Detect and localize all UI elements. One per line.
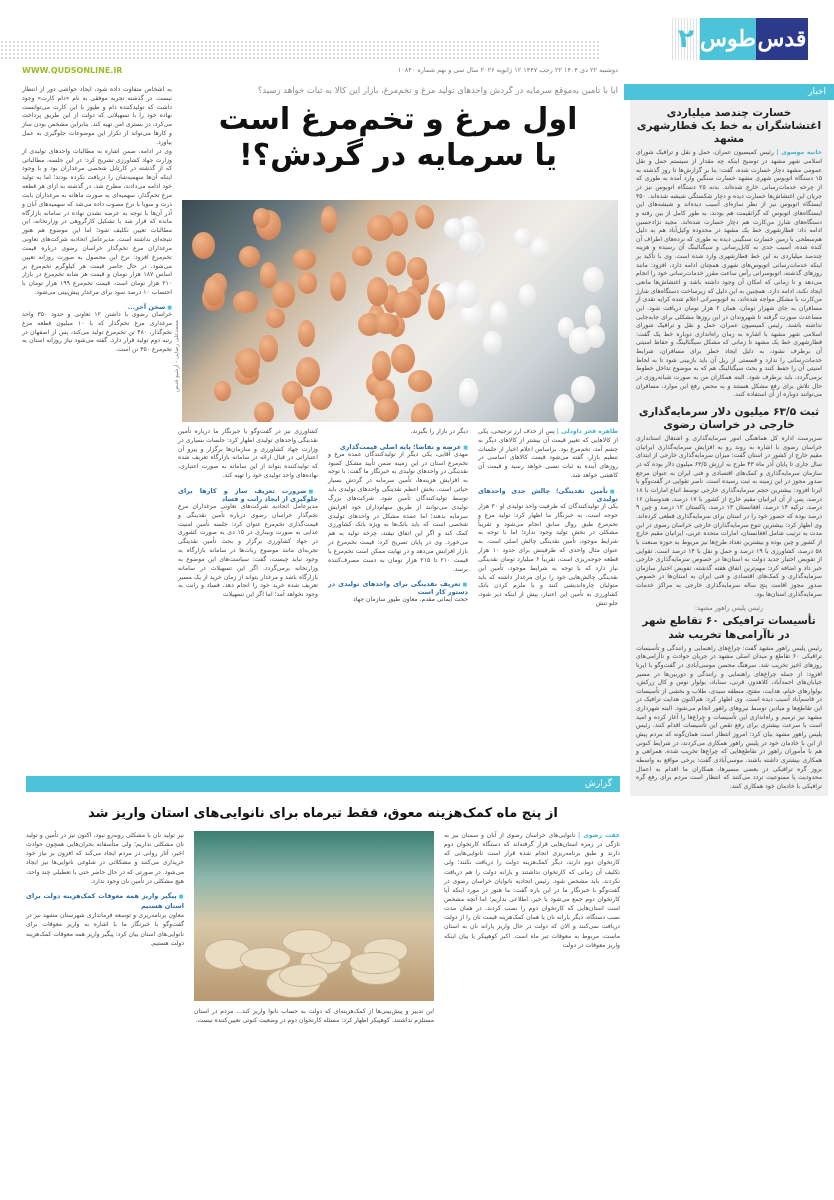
news-column xyxy=(624,84,834,796)
egg-shape xyxy=(554,394,574,422)
main-story-columns xyxy=(178,428,618,609)
egg-shape xyxy=(260,262,276,288)
news-section-label: اخبار xyxy=(624,84,834,100)
page-number: ۲ xyxy=(672,18,700,60)
news-body xyxy=(630,100,828,796)
egg-shape xyxy=(272,281,295,308)
egg-shape xyxy=(393,291,418,318)
egg-shape xyxy=(294,396,310,420)
main-story-left-column xyxy=(22,86,172,355)
paragraph: معاون برنامه‌ریزی و توسعه فرمانداری شهرستان مشهد نیز در گفت‌وگو با خبرنگار ما با اشاره به واریز معوقات برای نانوایی‌های استان بیان کرد: پیگیر واریز همه معوقات کمک‌هزینه دولت هستیم. xyxy=(26,912,184,947)
masthead xyxy=(0,18,834,62)
egg-shape xyxy=(428,290,445,320)
paragraph: مهدی آقایی، یکی دیگر از تولیدکنندگان عمده مرغ و تخم‌مرغ استان در این زمینه ضمن تأیید مشکل کمبود نقدینگی در واحدهای تولیدی به خبرنگار ما گفت: با توجه به افزایش هزینه‌ها، تأمین سرمایه در گردش بسیار حیاتی است. بخش اعظم نقدینگی واحدهای تولیدی باید توسط تولیدکنندگان تأمین شود. شرکت‌های بزرگ تولیدی می‌توانند از طریق سهام‌داران خود افزایش سرمایه بدهند؛ اما عمده مشکل در واحدهای تولیدی شخصی است که باید بانک‌ها به ویژه بانک کشاورزی کمک کند و اگر این اتفاق نیفتد، چرخه تولید به هم می‌خورد. وی در پایان تصریح کرد: قیمت تخم‌مرغ در بازار افزایش می‌دهد و در نهایت ممکن است تخم‌مرغ با قیمت ۲۱۰ تا ۲۱۵ هزار تومان به دست مصرف‌کننده برسد. xyxy=(328,450,468,573)
egg-shape xyxy=(415,205,434,229)
bread-shape xyxy=(279,964,328,987)
egg-shape xyxy=(321,206,338,233)
paragraph: نیز تولید نان با مشکلی روبه‌رو نبود، اکنون نیز در تأمین و تولید نان مشکلی نداریم؛ ولی متأسفانه بحران‌هایی همچون حوادث اخیر، آثار روانی در مردم ایجاد می‌کند که افزون بر نیاز خود خریداری می‌کنند و مشکلاتی در شلوغی نانوایی‌ها نیز ایجاد می‌شود. در صورتی که در حال حاضر حتی با تعطیلی چند واحد، هیچ مشکلی در تأمین نان وجود ندارد. xyxy=(26,832,184,885)
egg-shape xyxy=(352,246,372,266)
egg-shape xyxy=(459,378,477,406)
paragraph: کشاورزی نیز در گفت‌وگو با خبرنگار ما درباره تأمین نقدینگی واحدهای تولیدی اظهار کرد: جلسات بسیاری در وزارت جهاد کشاورزی و سازمان‌ها برگزار و پیرو آن اعتباراتی در قبال ارائه در سامانه بازارگاه تعریف شده که تولیدکننده بتواند از این سامانه به صورت اعتباری، نهاده‌های واحد تولیدی خود را تهیه کند. xyxy=(178,428,318,480)
report-column-2 xyxy=(194,831,434,1025)
egg-shape xyxy=(571,376,594,402)
eggs-photo xyxy=(182,200,618,422)
egg-shape xyxy=(298,320,315,347)
story-column-2 xyxy=(328,428,468,609)
egg-shape xyxy=(586,325,605,348)
egg-shape xyxy=(367,277,388,306)
paragraph: دیگر در بازار را بگیرند. xyxy=(410,428,468,435)
byline: حانیه موسوی | xyxy=(776,149,822,157)
egg-shape xyxy=(391,344,415,373)
egg-shape xyxy=(367,215,393,241)
egg-shape xyxy=(583,267,603,292)
subhead: ■ پیگیر واریز همه معوقات کمک‌هزینه دولت برای استان هستیم xyxy=(26,892,184,912)
subhead: ■ سخن آخر... xyxy=(22,303,172,311)
egg-shape xyxy=(233,291,259,313)
news-kicker: رئیس پلیس راهور مشهد: xyxy=(694,604,764,613)
subhead: ■ عرضه و تقاضا؛ پایه اصلی قیمت‌گذاری xyxy=(328,443,468,451)
egg-shape xyxy=(483,331,502,355)
egg-shape xyxy=(253,208,270,228)
subhead: ■ تأمین نقدینگی؛ چالش جدی واحدهای تولیدی xyxy=(478,487,618,503)
logo-quds: قدس xyxy=(756,18,808,60)
report-photo-text: این تدبیر و پیش‌بینی‌ها از کمک‌هزینه‌ای که دولت به حساب نانوا واریز کند... مردم در استان مستلزم نداشتند. کوهپیکر اظهار کرد: مسئله کارتخوان دوم در وضعیت کنونی تعیین‌کننده نیست. xyxy=(194,1008,434,1025)
subhead: ■ تعریف نقدینگی برای واحدهای تولیدی در دستور کار است xyxy=(328,580,468,596)
egg-shape xyxy=(514,228,532,248)
egg-shape xyxy=(239,246,260,267)
photo-credit: محمدعلی رضایی - آرشیو قدس xyxy=(174,320,180,392)
egg-shape xyxy=(519,284,536,306)
news-item-body: سرپرست اداره کل هماهنگی امور سرمایه‌گذاری و اشتغال استانداری خراسان رضوی با اشاره به روند رو به افزایش سرمایه‌گذاری ایرانیان مقیم خارج از کشور در استان گفت: میزان سرمایه‌گذاری خارجی از ابتدای سال جاری تا پایان آذر ماه ۴۳ طرح به ارزش ۶۳/۵ میلیون دلار بوده که در سازمان سرمایه‌گذاری و کمک‌های اقتصادی و فنی ایران به عنوان مرجع صدور مجوز در این زمینه به ثبت رسیده است. ناصر تقوایی در گفت‌وگو با ایرنا افزود: بیشترین حجم سرمایه‌گذاری خارجی توسط اتباع امارات با ۱۸ درصد، پس از آن ایرانیان مقیم خارج از کشور با ۱۷ درصد، هندوستان ۱۶ درصد، ترکیه ۱۴ درصد، افغانستان ۱۳ درصد، پاکستان ۱۲ درصد و چین ۹ درصد بوده که حضور خود را در استان برای سرمایه‌گذاری قطعی کرده‌اند. وی اظهار کرد: بیشترین تنوع سرمایه‌گذاران خارجی خراسان رضوی در این مدت به ترتیب شامل افغانستان، امارات متحده عربی، ایرانیان مقیم خارج از کشور و چین بوده و بیشترین تعداد طرح‌ها نیز مربوط به حوزه صنعت با ۵۸ درصد، کشاورزی با ۱۹ درصد و حمل و نقل با ۱۴ درصد است. تقوایی از تفویض اختیار جدید دولت به استان‌ها در خصوص سرمایه‌گذاری خارجی خبر داد و اضافه کرد: مهم‌ترین اتفاق هفته گذشته، تفویض اختیار سازمان سرمایه‌گذاری و کمک‌های اقتصادی و فنی ایران به استان‌ها در خصوص صدور مجوز اقامت پنج ساله سرمایه‌گذاری خارجی به مراکز خدمات سرمایه‌گذاری استان‌ها بود. xyxy=(636,435,823,598)
egg-shape xyxy=(192,232,215,259)
egg-shape xyxy=(411,403,433,422)
report-section-label: گزارش xyxy=(26,776,620,792)
issue-date: دوشنبه ۲۲ دی ۱۴۰۴ ۲۲ رجب ۱۴۴۷ ۱۲ ژانویه ۲۰۲۶ سال سی و نهم شماره ۱۰۸۴۰ xyxy=(397,66,618,74)
egg-shape xyxy=(296,357,321,387)
egg-shape xyxy=(298,272,317,294)
egg-shape xyxy=(386,251,406,276)
paragraph: وی در ادامه، ضمن اشاره به مطالبات واحدهای تولیدی از وزارت جهاد کشاورزی تشریح کرد: در این جلسه، مطالباتی که از گذشته در کارتابل شخصی مرغداران بود و با وجود اینکه آن‌ها سهمیه‌شان را دریافت نکرده بودند؛ اما به تولید خود ادامه می‌دادند، مطرح شد. در گذشته به ازای هر قطعه مرغ تخم‌گذار، سهمیه‌ای به صورت ماهانه به مرغداران بابت ذرت و سویا با نرخ مصوب داده می‌شد که سهمیه‌های آبان و آذر آن‌ها با توجه به عرضه نشدن نهاده در سامانه بازارگاه مانده که قرار شد با تشکیل کارگروهی در وزارتخانه، این مطالبات تعیین تکلیف شود؛ اما این موضوع هم هنوز نتیجه‌ای نداشته است. مدیرعامل اتحادیه شرکت‌های تعاونی مرغداران مرغ تخم‌گذار خراسان رضوی درباره قیمت تخم‌مرغ افزود: نرخ این محصول به صورت روزانه تعیین می‌شود. در حال حاضر قیمت هر کیلوگرم تخم‌مرغ بر اساس ۱۸۷ هزار تومان و قیمت هر شانه تخم‌مرغ در بازار ۲۱۰ هزار تومان است. قیمت تخم‌مرغ ۱۹۹ هزار تومان با احتساب ۱۰ درصد سود برای مرغدار پیش‌بینی می‌شود. xyxy=(22,147,173,297)
egg-shape xyxy=(330,272,347,301)
report-column-1: عفت رضوی | نانوایی‌های خراسان رضوی از آبان و سمنان نیز به تازگی در زمره استان‌هایی قرار گرفته‌اند که دستگاه کارتخوان دوم دارند و طبق برنامه‌ریزی انجام شده قرار است نانوایی‌هایی که کارتخوان دوم دارند، دیگر کمک‌هزینه دولت را دریافت نکنند؛ ولی تکلیف آن زمانی که کارتخوان نداشتند و یارانه دولت را هم دریافت نکردند، باید مشخص شود. رئیس اتحادیه نانوایان خراسان رضوی در گفت‌وگو با خبرنگار ما در این باره گفت: ما هنوز در مورد اینکه آیا کارتخوان دوم جمع می‌شود یا خیر، اطلاعی نداریم؛ اما آنچه مشخص است استان‌هایی که کارتخوان دوم را نصب کردند، در همان مدت نصب دستگاه، دیگر یارانه نان یا همان کمک‌هزینه قیمت نان را از دولت دریافت نمی‌کنند و الان که دولت در حال واریز یارانه نان به استان ماست، مربوط به معوقات تیر ماه است. اکبر کوهپیکر با بیان اینکه واریز معوقات در دولت xyxy=(444,832,620,949)
news-item-title: تأسیسات ترافیکی ۶۰ تقاطع شهر در ناآرامی‌ها تخریب شد xyxy=(642,615,816,641)
main-supertitle: آیا با تأمین به‌موقع سرمایه در گردش واحدهای تولید مرغ و تخم‌مرغ، بازار این کالا به ثبات خواهد رسید؟ xyxy=(257,86,618,96)
byline: طاهره فخر داودلی | xyxy=(556,428,618,435)
news-item-title: ثبت ۶۳/۵ میلیون دلار سرمایه‌گذاری خارجی در خراسان رضوی xyxy=(638,405,820,432)
news-item-body: رئیس پلیس راهور مشهد گفت: چراغ‌های راهنمایی و رانندگی و تأسیسات ترافیکی ۶۰ تقاطع و میدان اصلی مشهد در جریان حوادث و ناآرامی‌های روزهای اخیر تخریب شد. سرهنگ محسن موسی‌آبادی در گفت‌وگو با ایرنا افزود: از جمله چراغ‌های راهنمایی و رانندگی و دوربین‌ها در مسیر خیابان‌های احمدآباد، کلاهدوز، قرنی، سناباد، بولوار توس و کال زرکش، بولوارهای خیام، هدایت، مفتح، منطقه سیدی، طلاب و بخشی از تأسیسات در قاسم‌آباد آسیب دیده است. وی اظهار کرد: هم‌اکنون هدایت ترافیک در این تقاطع‌ها و میادین توسط نیروهای راهور انجام می‌شود. البته شهرداری مشهد نیز ترمیم و راه‌اندازی این تأسیسات و چراغ‌ها را آغاز کرده و امید است با سرعت بیشتری برای رفع نقص این تأسیسات اقدام کنند. رئیس پلیس راهور مشهد بیان کرد: امروز انتظار است همان‌گونه که مردم پیش از این با خادمان خود در پلیس راهور همکاری می‌کردند، در شرایط کنونی هم با مأموران راهور در تقاطع‌هایی که چراغ‌ها تخریب شده، همراهی و همکاری بیشتری داشته باشند. موسی‌آبادی گفت: برخی مواقع به واسطه بروز گره ترافیکی در بعضی مسیرها، همکاران ما اقدام به اعمال محدودیت یا ممنوعیت تردد می‌کنند که انتظار است مردم برای رفع گره ترافیکی با خادمان خود همکاری کنند. xyxy=(636,644,823,790)
story-column-1 xyxy=(478,428,618,609)
paragraph: یکی از تولیدکنندگان که ظرفیت واحد تولیدی او ۳۰ هزار جوجه است، به خبرنگار ما اظهار کرد: تولید مرغ و تخم‌مرغ طبق روال سابق انجام می‌شود و تقریباً مشکلی در بخش تولید وجود ندارد؛ اما با توجه به شرایط موجود، تأمین نقدینگی چالش اصلی است. به عنوان مثال واحدی که ظرفیتش برای حدود ۱۰ هزار قطعه جوجه‌ریزی است، تقریباً ۶ میلیارد تومان نقدینگی نیاز دارد که با توجه به شرایط موجود، تأمین این نقدینگی چالش‌هایی خود را برای مرغدار داشته که باید متولیان چاره‌اندیشی کنند و با ملزم کردن بانک کشاورزی به تأمین این اعتبار، پیش از اینکه دیر شود، جلو تنش xyxy=(478,502,618,608)
egg-shape xyxy=(375,398,400,422)
egg-shape xyxy=(204,276,225,306)
news-item-title: خسارت چندصد میلیاردی اغتشاشگران به خط یک قطارشهری مشهد xyxy=(636,107,822,146)
egg-shape xyxy=(374,313,399,334)
headline-line-1: اول مرغ و تخم‌مرغ است xyxy=(218,102,578,137)
report-columns xyxy=(26,831,620,1025)
egg-shape xyxy=(293,249,316,270)
bread-shape xyxy=(349,952,400,975)
main-headline xyxy=(178,102,618,174)
egg-shape xyxy=(372,351,391,380)
website-link[interactable]: WWW.QUDSONLINE.IR xyxy=(22,65,123,75)
egg-shape xyxy=(310,386,332,410)
paragraph: خراسان رضوی با داشتن ۱۲ تعاونی و حدود ۳۵۰ واحد مرغداری مرغ تخم‌گذار که با ۱۰ میلیون قطعه مرغ تخم‌گذار، ۴۸۰ تن تخم‌مرغ تولید می‌کند، پس از اصفهان در رتبه دوم تولید قرار دارد. گفته می‌شود نیاز روزانه استان به تخم‌مرغ ۳۵۰ تن است. xyxy=(22,310,172,354)
egg-shape xyxy=(407,257,426,279)
egg-shape xyxy=(259,335,277,362)
headline-line-2: یا سرمایه در گردش؟! xyxy=(239,138,557,173)
logo-tous: طوس xyxy=(700,18,756,60)
egg-shape xyxy=(214,381,231,402)
paragraph: طاهره فخر داودلی | پس از حذف ارز ترجیحی، یکی از کالاهایی که تغییر قیمت آن بیشتر از کالاهای دیگر به چشم آمد، تخم‌مرغ بود. براساس اعلام اخبار از جلسات تنظیم بازار، گفته می‌شود قیمت کالاهای اساسی در روزهای آینده به ثبات نسبی خواهد رسید و قیمت آن کاهشی خواهد شد. xyxy=(478,428,618,480)
paragraph: به اشخاص متفاوت داده شود، ایجاد حواشی دور از انتظار نیست. در گذشته تجربه موفقی به نام «دام کارت» وجود داشت که تولیدکننده دام و طیور با این کارت می‌توانست نهاده خود را با تسهیلاتی که دولت از این طریق پرداخت می‌کرد، در بستری امن تهیه کند. بنابراین مشخص بودن ساز و کارها می‌تواند از تکرار این موضوعات جلوگیری به عمل بیاورد. xyxy=(22,86,172,146)
subhead: ■ ضرورت تعریف ساز و کارها برای جلوگیری از ایجاد رانت و فساد xyxy=(178,487,318,503)
report-headline: از پنج ماه کمک‌هزینه معوق، فقط تیرماه برای نانوایی‌های استان واریز شد xyxy=(88,806,558,821)
bread-shape xyxy=(282,929,332,954)
masthead-pattern xyxy=(0,40,600,60)
byline: عفت رضوی | xyxy=(578,832,620,839)
dateline xyxy=(22,64,618,76)
news-item-body: حانیه موسوی | رئیس کمیسیون عمران، حمل و نقل و ترافیک شورای اسلامی شهر مشهد در توضیح اینکه چه مقدار از سیستم حمل و نقل عمومی مشهد دچار خسارت شده، گفت: بنا بر گزارش‌ها تا روز گذشته به ۱۵ دستگاه اتوبوس شهری مشهد خسارت سنگین وارد آمده به طوری که از چرخه خدمات‌رسانی خارج شده‌اند. بدنه ۲۵ دستگاه اتوبوس نیز در جریان این اغتشاش‌ها خسارت دیده و دچار شکستگی شیشه شده‌اند. ۳۵۰ ایستگاه اتوبوس نیز از نظر سازه‌ای آسیب دیده‌اند و شیشه‌های این ایستگاه‌های اتوبوس که گرانقیمت هم بودند، به طور کامل از بین رفته و دستگاه‌های شارژ من‌کارت هم دچار خسارت شده‌اند. مجید نژادحسین ادامه داد: قطارشهری خط یک مشهد در محدوده وکیل‌آباد هم به دلیل هم‌سطحی با زمین خسارت سنگینی دیده به طوری که نرده‌های اطراف آن کنده شده، آسیب جدی به کابل‌رسانی و سیگنالینگ آن رسیده و هزینه چندصد میلیاردی به این خط قطارشهری وارد شده است. وی با تأکید بر اینکه خدمات‌رسانی اتوبوس‌های شهری همچنان ادامه دارد، افزود: مانند روزهای گذشته، اتوبوسرانی رأس ساعت مقرر خدمات‌رسانی خود را انجام می‌دهد و تا زمانی که امکان آن وجود داشته باشد و اغتشاش‌ها مانعی ایجاد نکند، ادامه دارد. همچنین به این دلیل که زیرساخت دستگاه‌های شارژ من‌کارت با مشکل مواجه شده‌اند، به اتوبوسرانی اعلام شده کرایه نقدی از مسافران به جای شهزار تومان، همان ۲ هزار تومان دریافت شود. این مساعدت صورت گرفته تا شهروندان در این روزها مشکلی برای جابه‌جایی نداشته باشند. رئیس کمیسیون عمران، حمل و نقل و ترافیک شورای اسلامی شهر مشهد با اشاره به زمان راه‌اندازی دوباره خط یک گفت: قطارشهری خط یک مشهد تا زمانی که مشکل سیگنالینگ و حفاظ امنیتی آن برطرف نشود، به دلیل ایجاد خطر برای مسافران، شرایط خدمات‌رسانی را ندارد و قسمتی از ریل آن باید بازبینی شود تا به لحاظ امنیتی آن را حفظ کنند و بحث سیگنالینگ هم که به موضوع تداخل خطوط برمی‌گردد، باید برطرف شود. البته همکاران من به صورت شبانه‌روزی در حال تلاش برای رفع مشکل هستند و به محض رفع این موارد، مسافران می‌توانند دوباره از آن استفاده کنند. xyxy=(636,149,823,399)
egg-shape xyxy=(408,370,432,391)
egg-shape xyxy=(266,308,285,328)
bakery-photo xyxy=(194,831,434,1001)
paragraph: مدیرعامل اتحادیه شرکت‌های تعاونی مرغداران مرغ تخم‌گذار خراسان رضوی درباره تأمین نقدینگی و قیمت‌گذاری تخم‌مرغ عنوان کرد: جلسه تأمین امنیت غذایی به صورت وبیناری در ۱۵ دی به صورت کشوری در جهاد کشاورزی برگزار و بحث تأمین نقدینگی تجربه‌ای مانند موضوع ربات‌ها در سامانه بازارگاه به وجود نباید چیست، گفت: سیاست‌های این موضوع به وزارتخانه برمی‌گردد. اگر این تسهیلات در سامانه بازارگاه باشد و مرغدار بتواند از زمان خرید از یک مسیر تعریف شده خرید خود را انجام دهد، فساد و رانت به وجود نخواهد آمد؛ اما اگر این تسهیلات xyxy=(178,502,318,599)
paragraph: حجت ایمانی مقدم، معاون طیور سازمان جهاد xyxy=(352,596,468,604)
story-column-3 xyxy=(178,428,318,609)
report-column-3 xyxy=(26,831,184,1025)
egg-shape xyxy=(490,301,508,327)
egg-shape xyxy=(531,237,550,261)
report-section xyxy=(26,776,620,1025)
egg-shape xyxy=(254,402,274,422)
